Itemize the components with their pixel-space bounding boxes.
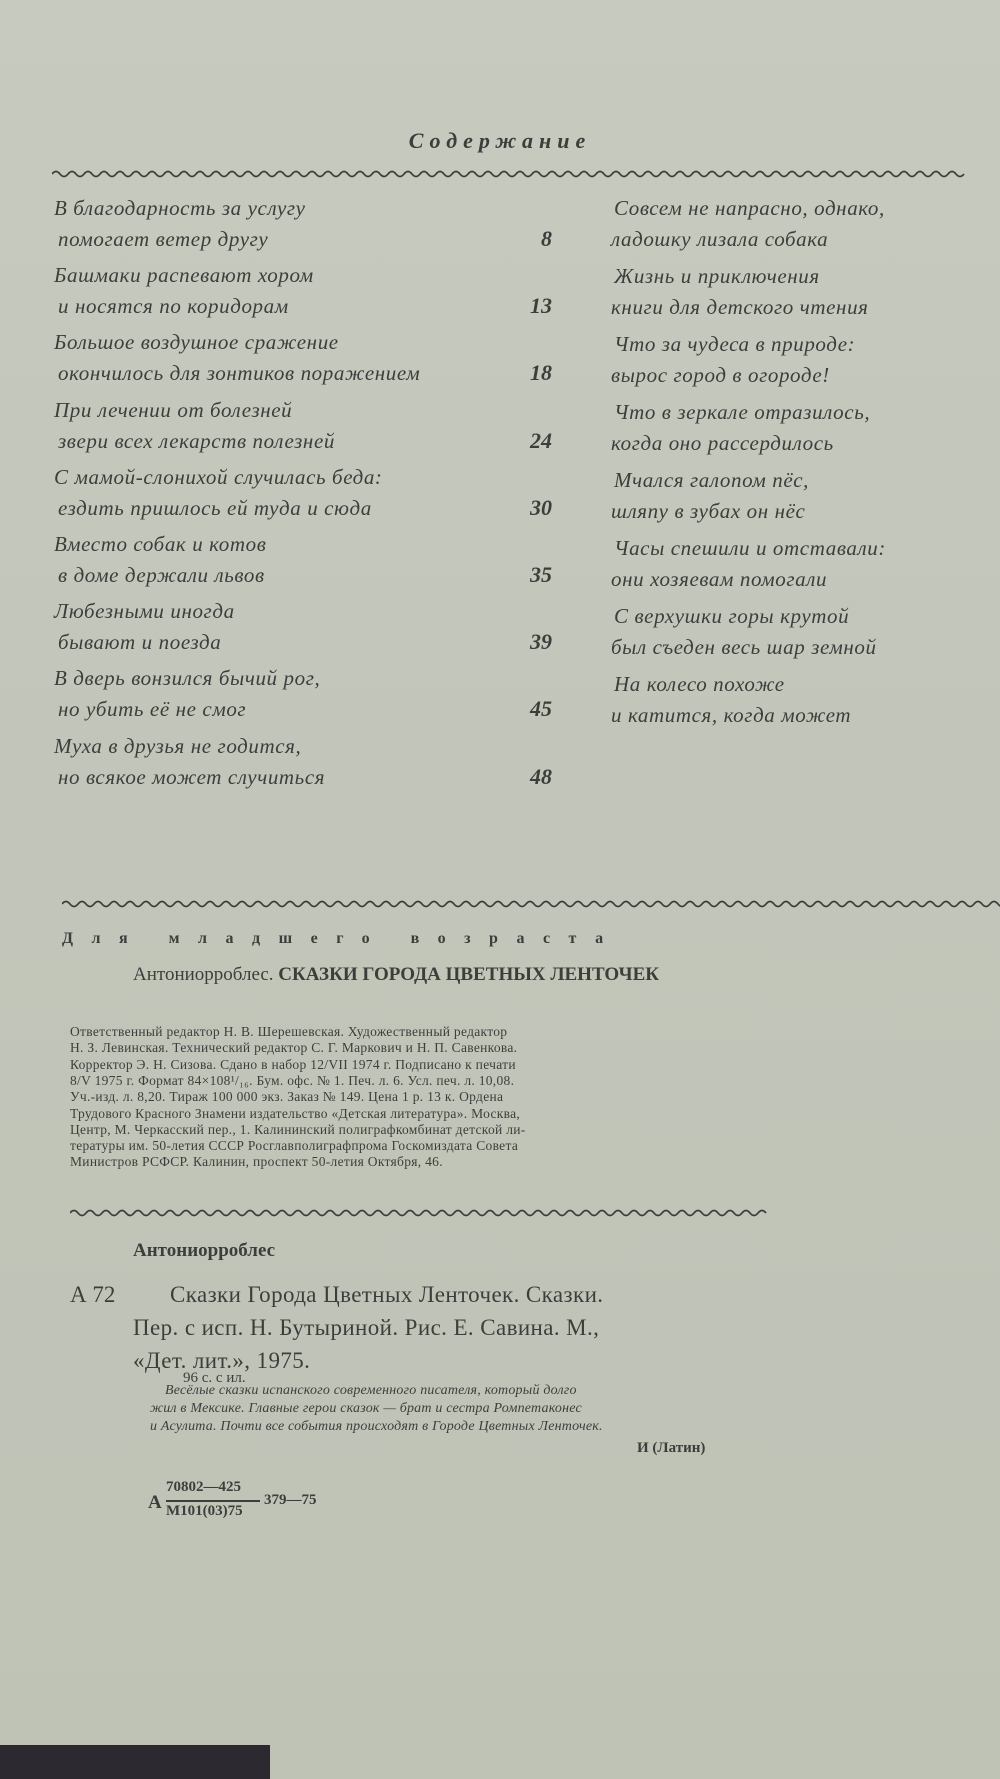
toc-entry-line2: когда оно рассердилось bbox=[611, 431, 834, 455]
bib-line: Сказки Города Цветных Ленточек. Сказки. bbox=[170, 1282, 604, 1307]
toc-entry-line2: ладошку лизала собака bbox=[611, 227, 829, 251]
toc-entry-line2: но всякое может случиться bbox=[58, 764, 326, 789]
toc-entry-line1: В дверь вонзился бычий рог, bbox=[54, 666, 321, 691]
toc-entry-line2: книги для детского чтения bbox=[611, 295, 869, 319]
wavy-rule-lower bbox=[70, 1207, 770, 1219]
contents-heading: Содержание bbox=[408, 128, 592, 153]
toc-entry-line2: и носятся по коридорам bbox=[58, 294, 289, 319]
toc-entry-line1: Что за чудеса в природе: bbox=[614, 332, 856, 356]
toc-entry-line2: и катится, когда может bbox=[611, 703, 852, 727]
imprint-line: Н. З. Левинская. Технический редактор С. Г. Маркович и Н. П. Савенкова. bbox=[70, 1040, 518, 1056]
toc-entry-page: 48 bbox=[530, 763, 552, 789]
imprint-line: Уч.-изд. л. 8,20. Тираж 100 000 экз. Заказ № 149. Цена 1 р. 13 к. Ордена bbox=[70, 1089, 504, 1105]
toc-entry-line2: был съеден весь шар земной bbox=[611, 635, 877, 659]
imprint-line: Корректор Э. Н. Сизова. Сдано в набор 12/VII 1974 г. Подписано к печати bbox=[70, 1056, 516, 1072]
toc-entry-line1: Мчался галопом пёс, bbox=[614, 468, 810, 492]
background-object bbox=[0, 1745, 270, 1779]
toc-entry-line2: ездить пришлось ей туда и сюда bbox=[58, 495, 372, 520]
toc-entry-page: 24 bbox=[530, 427, 552, 453]
catalog-index: А 72 bbox=[70, 1282, 116, 1307]
toc-entry-page: 18 bbox=[530, 360, 552, 386]
toc-entry-line2: помогает ветер другу bbox=[58, 227, 269, 251]
toc-entry-line1: Жизнь и приключения bbox=[614, 264, 820, 288]
wavy-rule-middle bbox=[62, 898, 1000, 910]
wavy-rule-top bbox=[52, 168, 1000, 180]
catalog-code-rest: 379—75 bbox=[264, 1492, 317, 1508]
catalog-code-letter: А bbox=[148, 1492, 162, 1513]
book-title: СКАЗКИ ГОРОДА ЦВЕТНЫХ ЛЕНТОЧЕК bbox=[278, 964, 660, 985]
annotation-line: и Асулита. Почти все события происходят в Городе Цветных Ленточек. bbox=[150, 1419, 603, 1434]
imprint-line: Центр, М. Черкасский пер., 1. Калининский полиграфкомбинат детской ли- bbox=[70, 1121, 526, 1137]
toc-entry-page: 8 bbox=[541, 226, 552, 251]
imprint-line: Ответственный редактор Н. В. Шерешевская. Художественный редактор bbox=[70, 1024, 508, 1039]
toc-entry-page: 13 bbox=[530, 293, 552, 319]
imprint-line: Министров РСФСР. Калинин, проспект 50-летия Октября, 46. bbox=[70, 1154, 443, 1170]
toc-entry-line1: Муха в друзья не годится, bbox=[54, 733, 302, 758]
toc-entry-line1: Башмаки распевают хором bbox=[54, 263, 314, 288]
catalog-author: Антониорроблес bbox=[133, 1240, 276, 1261]
toc-entry-line2: окончилось для зонтиков поражением bbox=[58, 361, 421, 386]
book-title-line bbox=[133, 964, 659, 986]
toc-entry-line1: В благодарность за услугу bbox=[54, 196, 306, 220]
toc-entry-page: 35 bbox=[530, 562, 552, 587]
annotation-line: Весёлые сказки испанского современного писателя, который долго bbox=[165, 1383, 577, 1398]
toc-entry-line1: С верхушки горы крутой bbox=[614, 604, 850, 628]
imprint-line: Трудового Красного Знамени издательство «Детская литература». Москва, bbox=[70, 1105, 521, 1121]
toc-entry-line1: Большое воздушное сражение bbox=[54, 330, 339, 355]
catalog-code-fraction-bar bbox=[166, 1500, 260, 1502]
toc-entry-line1: На колесо похоже bbox=[614, 672, 785, 696]
toc-entry-page: 39 bbox=[530, 629, 552, 655]
catalog-language: И (Латин) bbox=[637, 1440, 706, 1456]
bib-line: Пер. с исп. Н. Бутыриной. Рис. Е. Савина. М., bbox=[133, 1315, 600, 1340]
imprint-line: 8/V 1975 г. Формат 84×108¹/₁₆. Бум. офс. № 1. Печ. л. 6. Усл. печ. л. 10,08. bbox=[70, 1072, 515, 1088]
catalog-code-denominator: М101(03)75 bbox=[166, 1503, 243, 1519]
toc-entry-line2: в доме держали львов bbox=[58, 563, 265, 587]
annotation-line: жил в Мексике. Главные герои сказок — брат и сестра Ромпетаконес bbox=[150, 1401, 582, 1416]
toc-entry-line1: Что в зеркале отразилось, bbox=[614, 400, 871, 424]
catalog-pages: 96 с. с ил. bbox=[183, 1370, 246, 1386]
catalog-code-numerator: 70802—425 bbox=[166, 1479, 241, 1495]
toc-entry-line2: звери всех лекарств полезней bbox=[58, 428, 335, 453]
bib-line: «Дет. лит.», 1975. bbox=[133, 1348, 311, 1373]
toc-entry-line1: Совсем не напрасно, однако, bbox=[614, 196, 885, 220]
toc-entry-line2: но убить её не смог bbox=[58, 697, 247, 722]
toc-entry-page: 45 bbox=[530, 696, 552, 722]
toc-entry-line2: бывают и поезда bbox=[58, 630, 222, 655]
toc-entry-line1: Часы спешили и отставали: bbox=[614, 536, 886, 560]
toc-entry-line2: вырос город в огороде! bbox=[611, 363, 830, 387]
toc-entry-page: 30 bbox=[530, 494, 552, 520]
book-author: Антониорроблес. bbox=[133, 964, 274, 985]
imprint-line: тературы им. 50-летия СССР Росглавполиграфпрома Госкомиздата Совета bbox=[70, 1138, 519, 1154]
toc-entry-line1: С мамой-слонихой случилась беда: bbox=[54, 464, 383, 489]
toc-entry-line2: они хозяевам помогали bbox=[611, 567, 828, 591]
toc-entry-line1: При лечении от болезней bbox=[54, 397, 293, 422]
toc-entry-line1: Любезными иногда bbox=[54, 599, 235, 624]
toc-entry-line2: шляпу в зубах он нёс bbox=[611, 499, 806, 523]
toc-entry-line1: Вместо собак и котов bbox=[54, 532, 267, 556]
age-group-label: Для младшего возраста bbox=[62, 930, 622, 947]
